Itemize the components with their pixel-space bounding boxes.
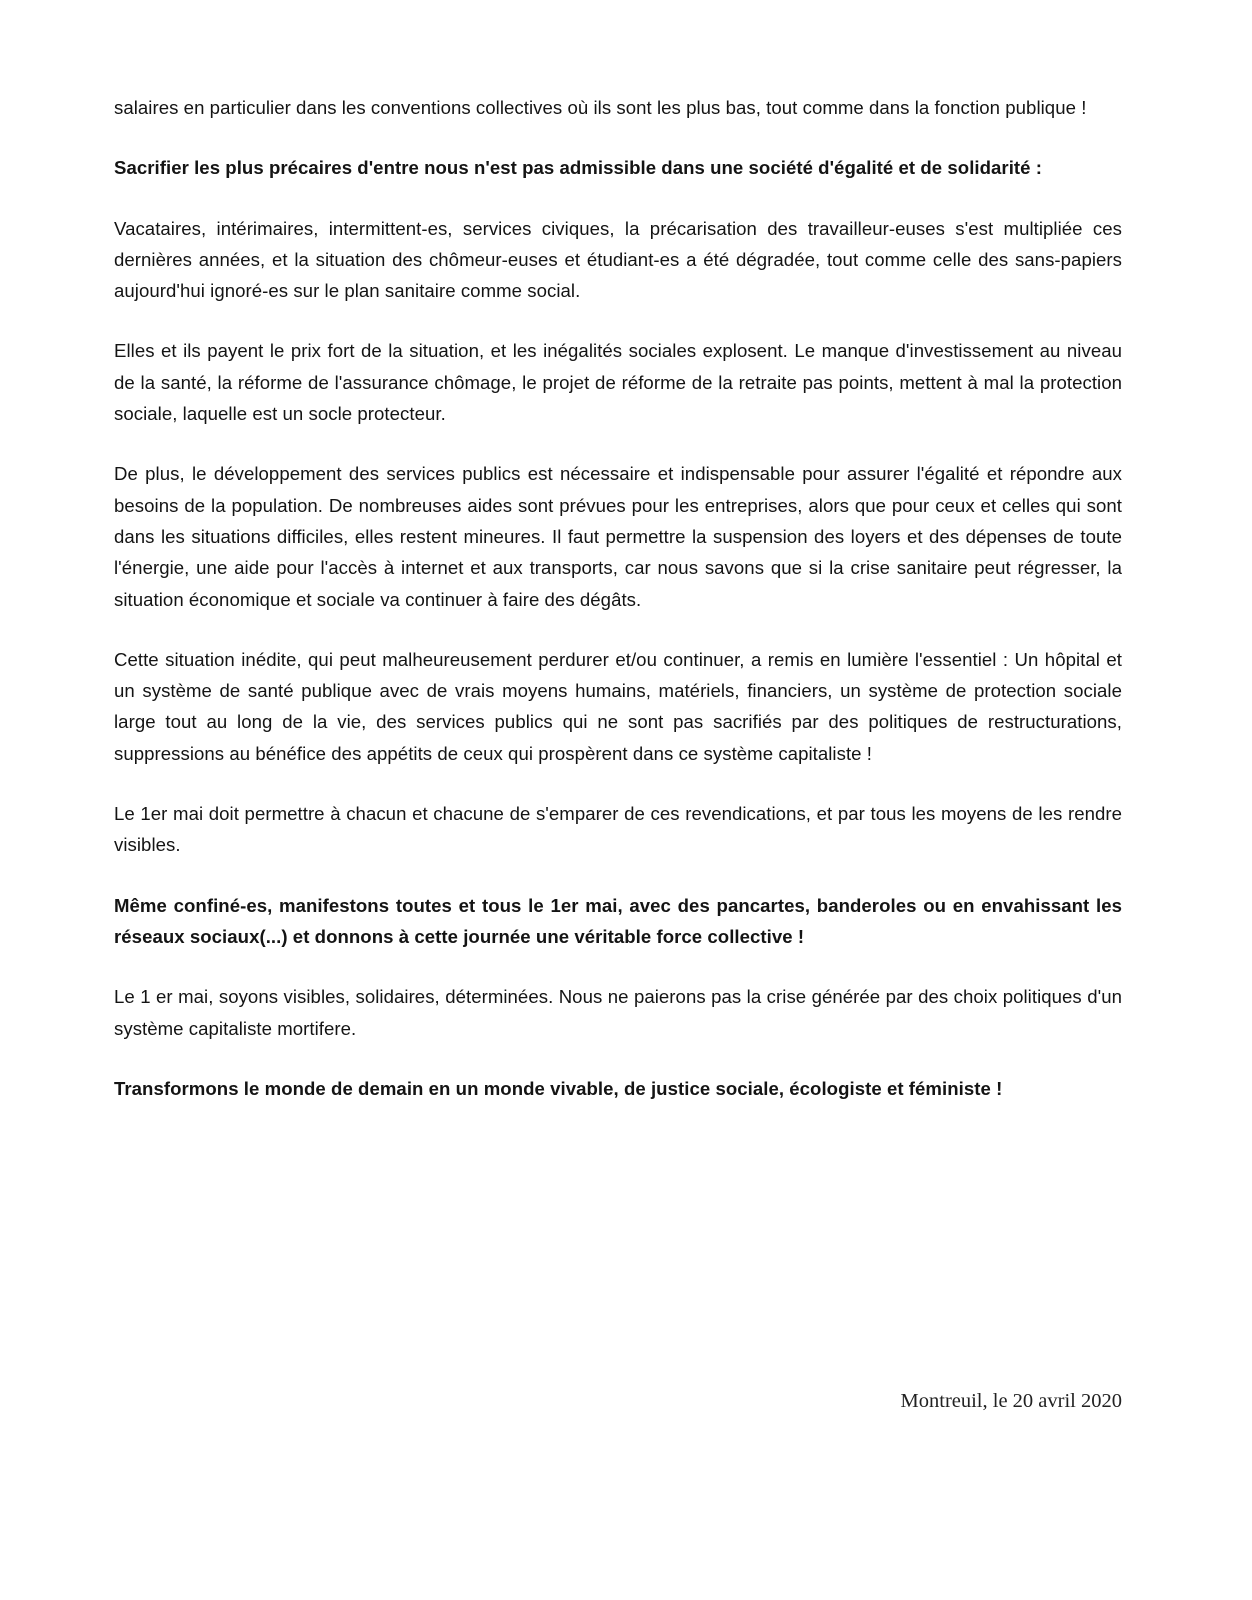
paragraph-soyons-visibles: Le 1 er mai, soyons visibles, solidaires, déterminées. Nous ne paierons pas la crise générée par des choix politiques d'un système capitaliste mortifere.	[114, 986, 1122, 1039]
heading-sacrifier-precaires: Sacrifier les plus précaires d'entre nous n'est pas admissible dans une société d'égalité et de solidarité :	[114, 157, 1043, 179]
place-date-signature: Montreuil, le 20 avril 2020	[900, 1390, 1122, 1412]
paragraph-premier-mai: Le 1er mai doit permettre à chacun et chacune de s'emparer de ces revendications, et par tous les moyens de les rendre visibles.	[114, 803, 1122, 856]
call-manifestons: Même confiné-es, manifestons toutes et tous le 1er mai, avec des pancartes, banderoles ou en envahissant les réseaux sociaux(...) et donnons à cette journée une véritable force collective !	[114, 894, 1122, 947]
paragraph-vacataires: Vacataires, intérimaires, intermittent-es, services civiques, la précarisation des travailleur-euses s'est multipliée ces dernières années, et la situation des chômeur-euses et étudiant-es a été dégradée, tout comme celle des sans-papiers aujourd'hui ignoré-es sur le plan sanitaire comme social.	[114, 217, 1122, 302]
paragraph-services-publics: De plus, le développement des services publics est nécessaire et indispensable pour assurer l'égalité et répondre aux besoins de la population. De nombreuses aides sont prévues pour les entreprises, alors que pour ceux et celles qui sont dans les situations difficiles, elles restent mineures. Il faut permettre la suspension des loyers et des dépenses de toute l'énergie, une aide pour l'accès à internet et aux transports, car nous savons que si la crise sanitaire peut régresser, la situation économique et sociale va continuer à faire des dégâts.	[114, 463, 1122, 610]
call-transformons: Transformons le monde de demain en un monde vivable, de justice sociale, écologiste et féministe !	[114, 1077, 1003, 1099]
paragraph-inegalites: Elles et ils payent le prix fort de la situation, et les inégalités sociales explosent. Le manque d'investissement au niveau de la santé, la réforme de l'assurance chômage, le projet de réforme de la retraite pas points, mettent à mal la protection sociale, laquelle est un socle protecteur.	[114, 340, 1122, 425]
paragraph-situation-inedite: Cette situation inédite, qui peut malheureusement perdurer et/ou continuer, a remis en lumière l'essentiel : Un hôpital et un système de santé publique avec de vrais moyens humains, matériels, financiers, un système de protection sociale large tout au long de la vie, des services publics qui ne sont pas sacrifiés par des politiques de restructurations, suppressions au bénéfice des appétits de ceux qui prospèrent dans ce système capitaliste !	[114, 648, 1122, 764]
document-body	[114, 92, 1122, 1133]
paragraph-salaires: salaires en particulier dans les conventions collectives où ils sont les plus bas, tout comme dans la fonction publique !	[114, 97, 1087, 118]
